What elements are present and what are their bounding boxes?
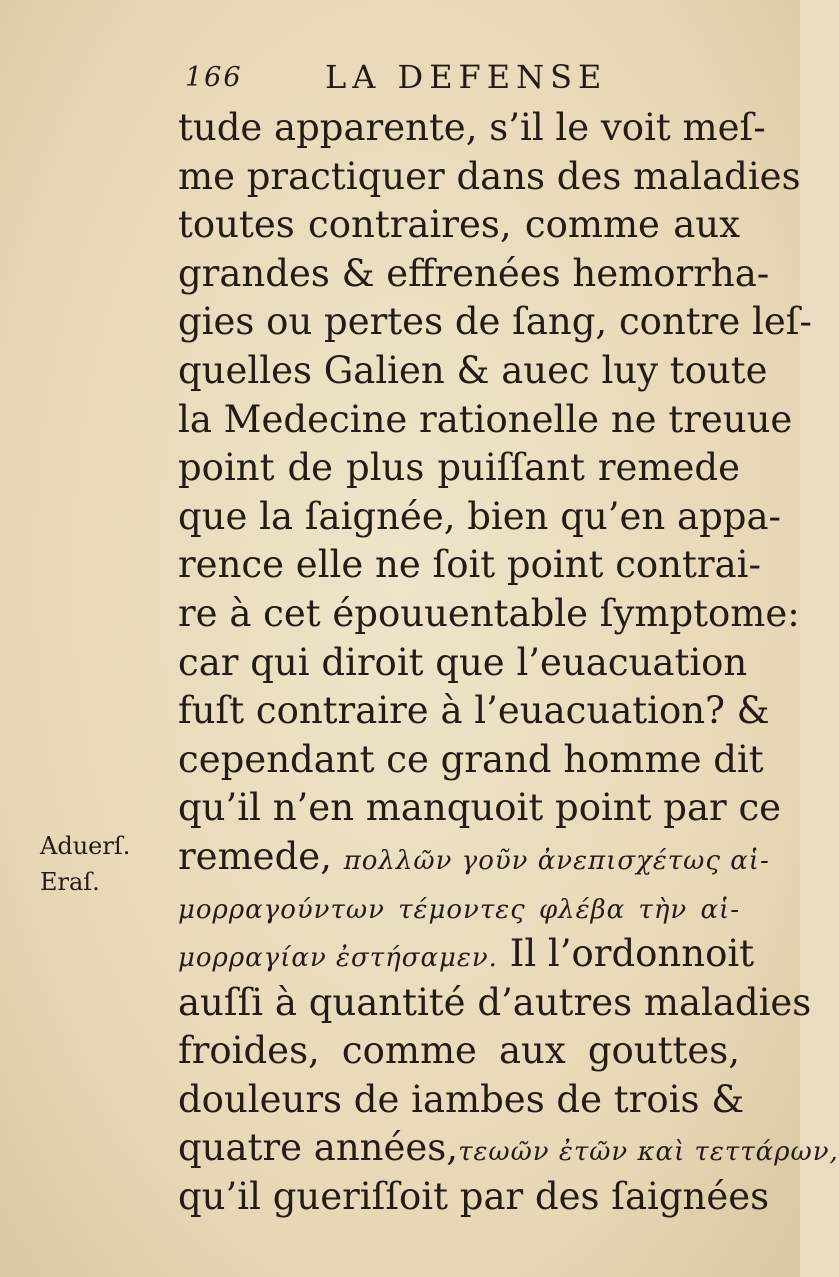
- text-line-mixed: [178, 930, 755, 979]
- text-line: que la ſaignée, bien qu’en appa-: [178, 494, 782, 538]
- text-line: grandes & effrenées hemorrha-: [178, 251, 770, 295]
- latin-text: quatre années,: [178, 1126, 459, 1170]
- text-line: la Medecine rationelle ne treuue: [178, 397, 793, 441]
- marginal-note: [40, 828, 170, 900]
- latin-text: remede,: [178, 834, 332, 878]
- latin-text: Il l’ordonnoit: [509, 932, 755, 976]
- text-line: auſſi à quantité d’autres maladies: [178, 980, 812, 1024]
- text-line-mixed: [178, 1124, 839, 1173]
- marginal-note-line: Eraſ.: [40, 868, 100, 896]
- text-line: fuſt contraire à l’euacuation? &: [178, 689, 770, 733]
- text-line: car qui diroit que l’euacuation: [178, 640, 748, 684]
- text-line: gies ou pertes de ſang, contre leſ-: [178, 300, 812, 344]
- running-header: [185, 58, 745, 102]
- text-line: qu’il n’en manquoit point par ce: [178, 786, 782, 830]
- text-line: point de plus puiſſant remede: [178, 446, 740, 490]
- greek-quotation: πολλῶν γοῦν ἀνεπισχέτως αἱ-: [343, 845, 770, 876]
- text-line: douleurs de iambes de trois &: [178, 1077, 745, 1121]
- running-title: LA DEFENSE: [325, 58, 608, 96]
- greek-quotation: μορραγούντων τέμοντες φλέβα τὴν αἱ-: [178, 894, 740, 925]
- text-line: tude apparente, s’il le voit meſ-: [178, 106, 766, 149]
- text-line: cependant ce grand homme dit: [178, 737, 764, 781]
- page-number: 166: [185, 62, 243, 93]
- text-line: toutes contraires, comme aux: [178, 203, 740, 247]
- text-line-greek: [178, 882, 740, 931]
- greek-quotation: τεωῶν ἐτῶν καὶ τεττάρων,: [458, 1137, 839, 1168]
- text-line: re à cet épouuentable ſymptome:: [178, 591, 800, 635]
- text-line-mixed: [178, 833, 770, 882]
- text-line: froides, comme aux gouttes,: [178, 1029, 740, 1073]
- text-line: quelles Galien & auec luy toute: [178, 348, 768, 392]
- text-line: me practiquer dans des maladies: [178, 154, 801, 198]
- marginal-note-line: Aduerſ.: [40, 832, 131, 860]
- text-block: [178, 104, 839, 1222]
- greek-quotation: μορραγίαν ἐστήσαμεν.: [178, 943, 498, 974]
- text-line: rence elle ne ſoit point contrai-: [178, 543, 761, 587]
- text-line: qu’il gueriſſoit par des ſaignées: [178, 1175, 770, 1219]
